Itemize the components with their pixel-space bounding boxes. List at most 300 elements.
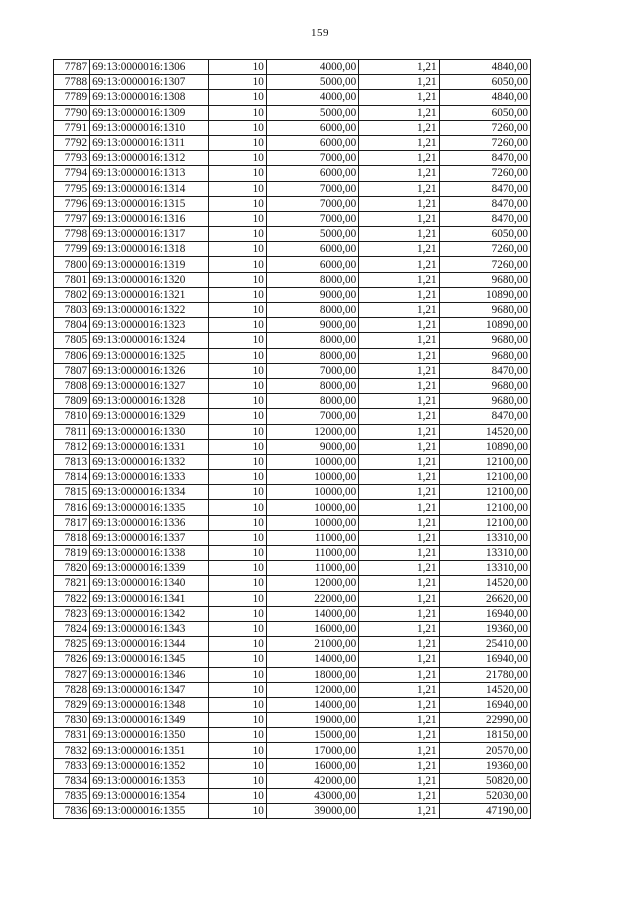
table-row (54, 60, 531, 75)
row-number-cell: 7822 (54, 591, 90, 606)
total-cell: 13310,00 (439, 530, 530, 545)
total-cell: 10890,00 (439, 318, 530, 333)
cadastral-number-cell: 69:13:0000016:1344 (90, 637, 208, 652)
coefficient-cell: 1,21 (359, 333, 439, 348)
cadastral-number-cell: 69:13:0000016:1332 (90, 454, 208, 469)
quantity-cell: 10 (208, 272, 266, 287)
cadastral-number-cell: 69:13:0000016:1343 (90, 621, 208, 636)
quantity-cell: 10 (208, 530, 266, 545)
table-row (54, 485, 531, 500)
price-cell: 16000,00 (266, 621, 358, 636)
price-cell: 10000,00 (266, 500, 358, 515)
total-cell: 7260,00 (439, 257, 530, 272)
total-cell: 12100,00 (439, 470, 530, 485)
cadastral-number-cell: 69:13:0000016:1346 (90, 667, 208, 682)
price-cell: 5000,00 (266, 227, 358, 242)
table-row (54, 151, 531, 166)
price-cell: 22000,00 (266, 591, 358, 606)
quantity-cell: 10 (208, 348, 266, 363)
quantity-cell: 10 (208, 287, 266, 302)
total-cell: 12100,00 (439, 454, 530, 469)
coefficient-cell: 1,21 (359, 637, 439, 652)
row-number-cell: 7812 (54, 439, 90, 454)
cadastral-number-cell: 69:13:0000016:1318 (90, 242, 208, 257)
cadastral-number-cell: 69:13:0000016:1323 (90, 318, 208, 333)
table-row (54, 120, 531, 135)
total-cell: 6050,00 (439, 75, 530, 90)
price-cell: 21000,00 (266, 637, 358, 652)
coefficient-cell: 1,21 (359, 409, 439, 424)
table-row (54, 804, 531, 819)
coefficient-cell: 1,21 (359, 287, 439, 302)
cadastral-number-cell: 69:13:0000016:1351 (90, 743, 208, 758)
row-number-cell: 7808 (54, 378, 90, 393)
quantity-cell: 10 (208, 90, 266, 105)
quantity-cell: 10 (208, 242, 266, 257)
cadastral-number-cell: 69:13:0000016:1321 (90, 287, 208, 302)
price-cell: 10000,00 (266, 454, 358, 469)
table-row (54, 789, 531, 804)
total-cell: 7260,00 (439, 166, 530, 181)
quantity-cell: 10 (208, 363, 266, 378)
table-row (54, 439, 531, 454)
row-number-cell: 7797 (54, 211, 90, 226)
coefficient-cell: 1,21 (359, 515, 439, 530)
total-cell: 16940,00 (439, 697, 530, 712)
cadastral-number-cell: 69:13:0000016:1354 (90, 789, 208, 804)
table-row (54, 378, 531, 393)
coefficient-cell: 1,21 (359, 606, 439, 621)
row-number-cell: 7795 (54, 181, 90, 196)
table-row (54, 621, 531, 636)
quantity-cell: 10 (208, 743, 266, 758)
row-number-cell: 7817 (54, 515, 90, 530)
table-row (54, 75, 531, 90)
cadastral-number-cell: 69:13:0000016:1319 (90, 257, 208, 272)
coefficient-cell: 1,21 (359, 530, 439, 545)
coefficient-cell: 1,21 (359, 652, 439, 667)
cadastral-number-cell: 69:13:0000016:1347 (90, 682, 208, 697)
price-cell: 4000,00 (266, 60, 358, 75)
total-cell: 9680,00 (439, 348, 530, 363)
coefficient-cell: 1,21 (359, 135, 439, 150)
quantity-cell: 10 (208, 166, 266, 181)
table-body (54, 60, 531, 819)
row-number-cell: 7815 (54, 485, 90, 500)
quantity-cell: 10 (208, 621, 266, 636)
coefficient-cell: 1,21 (359, 257, 439, 272)
price-cell: 43000,00 (266, 789, 358, 804)
table-row (54, 530, 531, 545)
cadastral-number-cell: 69:13:0000016:1315 (90, 196, 208, 211)
total-cell: 9680,00 (439, 394, 530, 409)
cadastral-number-cell: 69:13:0000016:1337 (90, 530, 208, 545)
price-cell: 14000,00 (266, 652, 358, 667)
table-row (54, 576, 531, 591)
price-cell: 11000,00 (266, 530, 358, 545)
row-number-cell: 7814 (54, 470, 90, 485)
table-row (54, 561, 531, 576)
total-cell: 6050,00 (439, 105, 530, 120)
table-row (54, 728, 531, 743)
price-cell: 6000,00 (266, 120, 358, 135)
total-cell: 13310,00 (439, 561, 530, 576)
row-number-cell: 7820 (54, 561, 90, 576)
row-number-cell: 7827 (54, 667, 90, 682)
coefficient-cell: 1,21 (359, 667, 439, 682)
price-cell: 14000,00 (266, 697, 358, 712)
table-row (54, 667, 531, 682)
row-number-cell: 7794 (54, 166, 90, 181)
table-row (54, 743, 531, 758)
total-cell: 4840,00 (439, 90, 530, 105)
coefficient-cell: 1,21 (359, 303, 439, 318)
quantity-cell: 10 (208, 394, 266, 409)
price-cell: 10000,00 (266, 470, 358, 485)
total-cell: 20570,00 (439, 743, 530, 758)
total-cell: 7260,00 (439, 120, 530, 135)
quantity-cell: 10 (208, 606, 266, 621)
cadastral-number-cell: 69:13:0000016:1325 (90, 348, 208, 363)
quantity-cell: 10 (208, 454, 266, 469)
price-cell: 8000,00 (266, 348, 358, 363)
cadastral-number-cell: 69:13:0000016:1308 (90, 90, 208, 105)
total-cell: 8470,00 (439, 409, 530, 424)
row-number-cell: 7836 (54, 804, 90, 819)
coefficient-cell: 1,21 (359, 713, 439, 728)
coefficient-cell: 1,21 (359, 454, 439, 469)
coefficient-cell: 1,21 (359, 181, 439, 196)
price-cell: 7000,00 (266, 151, 358, 166)
total-cell: 8470,00 (439, 196, 530, 211)
table-row (54, 333, 531, 348)
cadastral-number-cell: 69:13:0000016:1312 (90, 151, 208, 166)
table-row (54, 713, 531, 728)
coefficient-cell: 1,21 (359, 561, 439, 576)
total-cell: 14520,00 (439, 576, 530, 591)
cadastral-number-cell: 69:13:0000016:1322 (90, 303, 208, 318)
price-cell: 9000,00 (266, 287, 358, 302)
cadastral-number-cell: 69:13:0000016:1317 (90, 227, 208, 242)
cadastral-number-cell: 69:13:0000016:1331 (90, 439, 208, 454)
row-number-cell: 7832 (54, 743, 90, 758)
total-cell: 12100,00 (439, 485, 530, 500)
cadastral-number-cell: 69:13:0000016:1353 (90, 773, 208, 788)
quantity-cell: 10 (208, 697, 266, 712)
quantity-cell: 10 (208, 120, 266, 135)
table-row (54, 227, 531, 242)
table-row (54, 272, 531, 287)
quantity-cell: 10 (208, 60, 266, 75)
row-number-cell: 7788 (54, 75, 90, 90)
cadastral-number-cell: 69:13:0000016:1310 (90, 120, 208, 135)
cadastral-number-cell: 69:13:0000016:1307 (90, 75, 208, 90)
table-row (54, 454, 531, 469)
total-cell: 18150,00 (439, 728, 530, 743)
row-number-cell: 7789 (54, 90, 90, 105)
coefficient-cell: 1,21 (359, 697, 439, 712)
price-cell: 39000,00 (266, 804, 358, 819)
cadastral-number-cell: 69:13:0000016:1328 (90, 394, 208, 409)
row-number-cell: 7787 (54, 60, 90, 75)
table-row (54, 500, 531, 515)
coefficient-cell: 1,21 (359, 242, 439, 257)
row-number-cell: 7811 (54, 424, 90, 439)
cadastral-number-cell: 69:13:0000016:1335 (90, 500, 208, 515)
quantity-cell: 10 (208, 713, 266, 728)
row-number-cell: 7834 (54, 773, 90, 788)
row-number-cell: 7801 (54, 272, 90, 287)
price-cell: 4000,00 (266, 90, 358, 105)
row-number-cell: 7833 (54, 758, 90, 773)
price-cell: 8000,00 (266, 303, 358, 318)
cadastral-number-cell: 69:13:0000016:1334 (90, 485, 208, 500)
cadastral-number-cell: 69:13:0000016:1355 (90, 804, 208, 819)
price-cell: 7000,00 (266, 211, 358, 226)
total-cell: 12100,00 (439, 500, 530, 515)
table-row (54, 105, 531, 120)
row-number-cell: 7824 (54, 621, 90, 636)
total-cell: 4840,00 (439, 60, 530, 75)
coefficient-cell: 1,21 (359, 151, 439, 166)
table-row (54, 606, 531, 621)
quantity-cell: 10 (208, 333, 266, 348)
cadastral-number-cell: 69:13:0000016:1324 (90, 333, 208, 348)
coefficient-cell: 1,21 (359, 546, 439, 561)
coefficient-cell: 1,21 (359, 773, 439, 788)
cadastral-number-cell: 69:13:0000016:1336 (90, 515, 208, 530)
cadastral-number-cell: 69:13:0000016:1320 (90, 272, 208, 287)
total-cell: 16940,00 (439, 652, 530, 667)
price-cell: 19000,00 (266, 713, 358, 728)
price-cell: 7000,00 (266, 181, 358, 196)
coefficient-cell: 1,21 (359, 75, 439, 90)
total-cell: 52030,00 (439, 789, 530, 804)
price-cell: 12000,00 (266, 576, 358, 591)
price-cell: 42000,00 (266, 773, 358, 788)
row-number-cell: 7831 (54, 728, 90, 743)
coefficient-cell: 1,21 (359, 166, 439, 181)
row-number-cell: 7829 (54, 697, 90, 712)
table-row (54, 196, 531, 211)
price-cell: 5000,00 (266, 105, 358, 120)
cadastral-number-cell: 69:13:0000016:1339 (90, 561, 208, 576)
coefficient-cell: 1,21 (359, 394, 439, 409)
price-cell: 8000,00 (266, 333, 358, 348)
total-cell: 7260,00 (439, 135, 530, 150)
quantity-cell: 10 (208, 257, 266, 272)
quantity-cell: 10 (208, 439, 266, 454)
coefficient-cell: 1,21 (359, 211, 439, 226)
cadastral-number-cell: 69:13:0000016:1342 (90, 606, 208, 621)
price-cell: 9000,00 (266, 439, 358, 454)
row-number-cell: 7796 (54, 196, 90, 211)
quantity-cell: 10 (208, 789, 266, 804)
row-number-cell: 7809 (54, 394, 90, 409)
table-row (54, 697, 531, 712)
price-cell: 15000,00 (266, 728, 358, 743)
price-cell: 11000,00 (266, 561, 358, 576)
cadastral-number-cell: 69:13:0000016:1316 (90, 211, 208, 226)
row-number-cell: 7826 (54, 652, 90, 667)
total-cell: 7260,00 (439, 242, 530, 257)
row-number-cell: 7804 (54, 318, 90, 333)
table-row (54, 546, 531, 561)
total-cell: 19360,00 (439, 621, 530, 636)
cadastral-number-cell: 69:13:0000016:1349 (90, 713, 208, 728)
table-row (54, 637, 531, 652)
row-number-cell: 7819 (54, 546, 90, 561)
cadastral-number-cell: 69:13:0000016:1326 (90, 363, 208, 378)
coefficient-cell: 1,21 (359, 591, 439, 606)
cadastral-number-cell: 69:13:0000016:1338 (90, 546, 208, 561)
cadastral-number-cell: 69:13:0000016:1330 (90, 424, 208, 439)
table-row (54, 758, 531, 773)
quantity-cell: 10 (208, 773, 266, 788)
row-number-cell: 7816 (54, 500, 90, 515)
table-row (54, 515, 531, 530)
quantity-cell: 10 (208, 652, 266, 667)
coefficient-cell: 1,21 (359, 682, 439, 697)
total-cell: 25410,00 (439, 637, 530, 652)
price-cell: 6000,00 (266, 166, 358, 181)
coefficient-cell: 1,21 (359, 789, 439, 804)
table-row (54, 318, 531, 333)
table-row (54, 166, 531, 181)
table-row (54, 470, 531, 485)
row-number-cell: 7791 (54, 120, 90, 135)
row-number-cell: 7798 (54, 227, 90, 242)
quantity-cell: 10 (208, 500, 266, 515)
total-cell: 21780,00 (439, 667, 530, 682)
quantity-cell: 10 (208, 303, 266, 318)
cadastral-number-cell: 69:13:0000016:1348 (90, 697, 208, 712)
price-cell: 17000,00 (266, 743, 358, 758)
total-cell: 8470,00 (439, 181, 530, 196)
price-cell: 6000,00 (266, 242, 358, 257)
coefficient-cell: 1,21 (359, 378, 439, 393)
total-cell: 26620,00 (439, 591, 530, 606)
price-cell: 10000,00 (266, 515, 358, 530)
cadastral-number-cell: 69:13:0000016:1327 (90, 378, 208, 393)
quantity-cell: 10 (208, 196, 266, 211)
price-cell: 16000,00 (266, 758, 358, 773)
cadastral-number-cell: 69:13:0000016:1311 (90, 135, 208, 150)
cadastral-number-cell: 69:13:0000016:1352 (90, 758, 208, 773)
row-number-cell: 7790 (54, 105, 90, 120)
total-cell: 8470,00 (439, 211, 530, 226)
price-cell: 18000,00 (266, 667, 358, 682)
total-cell: 16940,00 (439, 606, 530, 621)
cadastral-number-cell: 69:13:0000016:1306 (90, 60, 208, 75)
row-number-cell: 7803 (54, 303, 90, 318)
table-row (54, 135, 531, 150)
row-number-cell: 7792 (54, 135, 90, 150)
total-cell: 9680,00 (439, 378, 530, 393)
coefficient-cell: 1,21 (359, 500, 439, 515)
price-cell: 12000,00 (266, 424, 358, 439)
row-number-cell: 7807 (54, 363, 90, 378)
quantity-cell: 10 (208, 378, 266, 393)
total-cell: 12100,00 (439, 515, 530, 530)
quantity-cell: 10 (208, 211, 266, 226)
coefficient-cell: 1,21 (359, 105, 439, 120)
quantity-cell: 10 (208, 318, 266, 333)
quantity-cell: 10 (208, 515, 266, 530)
row-number-cell: 7828 (54, 682, 90, 697)
price-cell: 8000,00 (266, 272, 358, 287)
row-number-cell: 7835 (54, 789, 90, 804)
total-cell: 13310,00 (439, 546, 530, 561)
cadastral-number-cell: 69:13:0000016:1350 (90, 728, 208, 743)
price-cell: 8000,00 (266, 394, 358, 409)
quantity-cell: 10 (208, 591, 266, 606)
table-row (54, 242, 531, 257)
quantity-cell: 10 (208, 424, 266, 439)
price-cell: 5000,00 (266, 75, 358, 90)
coefficient-cell: 1,21 (359, 363, 439, 378)
price-cell: 9000,00 (266, 318, 358, 333)
data-table (53, 59, 531, 819)
price-cell: 12000,00 (266, 682, 358, 697)
row-number-cell: 7830 (54, 713, 90, 728)
table-row (54, 424, 531, 439)
total-cell: 6050,00 (439, 227, 530, 242)
coefficient-cell: 1,21 (359, 120, 439, 135)
cadastral-number-cell: 69:13:0000016:1313 (90, 166, 208, 181)
row-number-cell: 7818 (54, 530, 90, 545)
price-cell: 6000,00 (266, 257, 358, 272)
quantity-cell: 10 (208, 667, 266, 682)
total-cell: 9680,00 (439, 272, 530, 287)
cadastral-number-cell: 69:13:0000016:1341 (90, 591, 208, 606)
cadastral-number-cell: 69:13:0000016:1340 (90, 576, 208, 591)
coefficient-cell: 1,21 (359, 485, 439, 500)
row-number-cell: 7821 (54, 576, 90, 591)
quantity-cell: 10 (208, 75, 266, 90)
coefficient-cell: 1,21 (359, 90, 439, 105)
row-number-cell: 7805 (54, 333, 90, 348)
coefficient-cell: 1,21 (359, 576, 439, 591)
table-row (54, 682, 531, 697)
coefficient-cell: 1,21 (359, 470, 439, 485)
quantity-cell: 10 (208, 470, 266, 485)
quantity-cell: 10 (208, 485, 266, 500)
quantity-cell: 10 (208, 546, 266, 561)
table-row (54, 409, 531, 424)
quantity-cell: 10 (208, 135, 266, 150)
row-number-cell: 7802 (54, 287, 90, 302)
cadastral-number-cell: 69:13:0000016:1333 (90, 470, 208, 485)
table-row (54, 303, 531, 318)
cadastral-number-cell: 69:13:0000016:1329 (90, 409, 208, 424)
table-row (54, 394, 531, 409)
row-number-cell: 7825 (54, 637, 90, 652)
table-row (54, 773, 531, 788)
price-cell: 7000,00 (266, 363, 358, 378)
coefficient-cell: 1,21 (359, 272, 439, 287)
price-cell: 14000,00 (266, 606, 358, 621)
table-row (54, 652, 531, 667)
total-cell: 8470,00 (439, 151, 530, 166)
coefficient-cell: 1,21 (359, 728, 439, 743)
table-row (54, 287, 531, 302)
total-cell: 10890,00 (439, 287, 530, 302)
table-row (54, 181, 531, 196)
quantity-cell: 10 (208, 576, 266, 591)
quantity-cell: 10 (208, 804, 266, 819)
total-cell: 8470,00 (439, 363, 530, 378)
